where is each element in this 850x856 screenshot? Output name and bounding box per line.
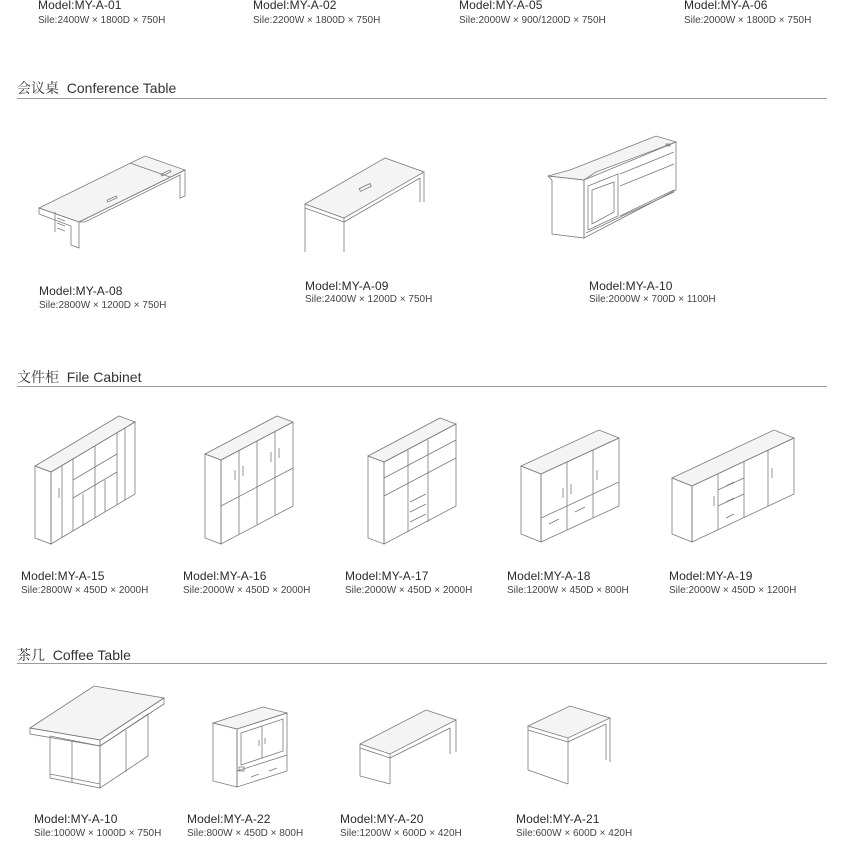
product-model: Model:MY-A-16 [183, 569, 267, 583]
file-cabinet-image [519, 428, 623, 544]
product-model: Model:MY-A-19 [669, 569, 753, 583]
conference-table-image [35, 148, 190, 248]
section-title-en: File Cabinet [66, 369, 142, 385]
product-size: Sile:1200W × 450D × 800H [507, 585, 629, 596]
section-title-cn: 会议桌 [17, 80, 59, 96]
product-model: Model:MY-A-06 [684, 0, 768, 12]
file-cabinet-image [203, 414, 295, 546]
section-title-conference-table [17, 78, 176, 98]
product-model: Model:MY-A-18 [507, 569, 591, 583]
section-title-en: Coffee Table [52, 647, 131, 663]
product-size: Sile:2000W × 900/1200D × 750H [459, 15, 606, 26]
product-model: Model:MY-A-20 [340, 812, 424, 826]
product-model: Model:MY-A-10 [34, 812, 118, 826]
product-model: Model:MY-A-22 [187, 812, 271, 826]
product-size: Sile:2000W × 1800D × 750H [684, 15, 812, 26]
section-title-cn: 文件柜 [17, 369, 59, 385]
product-size: Sile:2400W × 1800D × 750H [38, 15, 166, 26]
side-cabinet-image [211, 705, 289, 789]
product-model: Model:MY-A-09 [305, 279, 389, 293]
product-model: Model:MY-A-15 [21, 569, 105, 583]
coffee-table-image [526, 704, 612, 786]
product-model: Model:MY-A-01 [38, 0, 122, 12]
product-size: Sile:2000W × 450D × 2000H [345, 585, 473, 596]
reception-desk-image [546, 130, 682, 242]
product-size: Sile:2000W × 450D × 2000H [183, 585, 311, 596]
section-title-coffee-table [17, 645, 131, 665]
conference-table-image [302, 152, 428, 252]
product-size: Sile:2800W × 450D × 2000H [21, 585, 149, 596]
product-size: Sile:800W × 450D × 800H [187, 828, 304, 839]
product-model: Model:MY-A-17 [345, 569, 429, 583]
product-size: Sile:2200W × 1800D × 750H [253, 15, 381, 26]
section-divider [17, 386, 827, 387]
coffee-table-image [28, 684, 166, 790]
product-model: Model:MY-A-21 [516, 812, 600, 826]
product-size: Sile:600W × 600D × 420H [516, 828, 633, 839]
coffee-table-image [358, 708, 458, 786]
product-size: Sile:2000W × 700D × 1100H [589, 294, 716, 305]
section-divider [17, 663, 827, 664]
file-cabinet-image [366, 416, 458, 546]
section-title-file-cabinet [17, 367, 141, 387]
product-model: Model:MY-A-02 [253, 0, 337, 12]
product-model: Model:MY-A-08 [39, 284, 123, 298]
product-size: Sile:2000W × 450D × 1200H [669, 585, 797, 596]
product-size: Sile:2400W × 1200D × 750H [305, 294, 433, 305]
product-model: Model:MY-A-05 [459, 0, 543, 12]
product-size: Sile:2800W × 1200D × 750H [39, 300, 167, 311]
section-divider [17, 98, 827, 99]
product-size: Sile:1000W × 1000D × 750H [34, 828, 162, 839]
file-cabinet-image [33, 414, 139, 546]
product-model: Model:MY-A-10 [589, 279, 673, 293]
section-title-en: Conference Table [66, 80, 177, 96]
product-size: Sile:1200W × 600D × 420H [340, 828, 462, 839]
file-cabinet-image [670, 428, 796, 544]
section-title-cn: 茶几 [17, 647, 45, 663]
